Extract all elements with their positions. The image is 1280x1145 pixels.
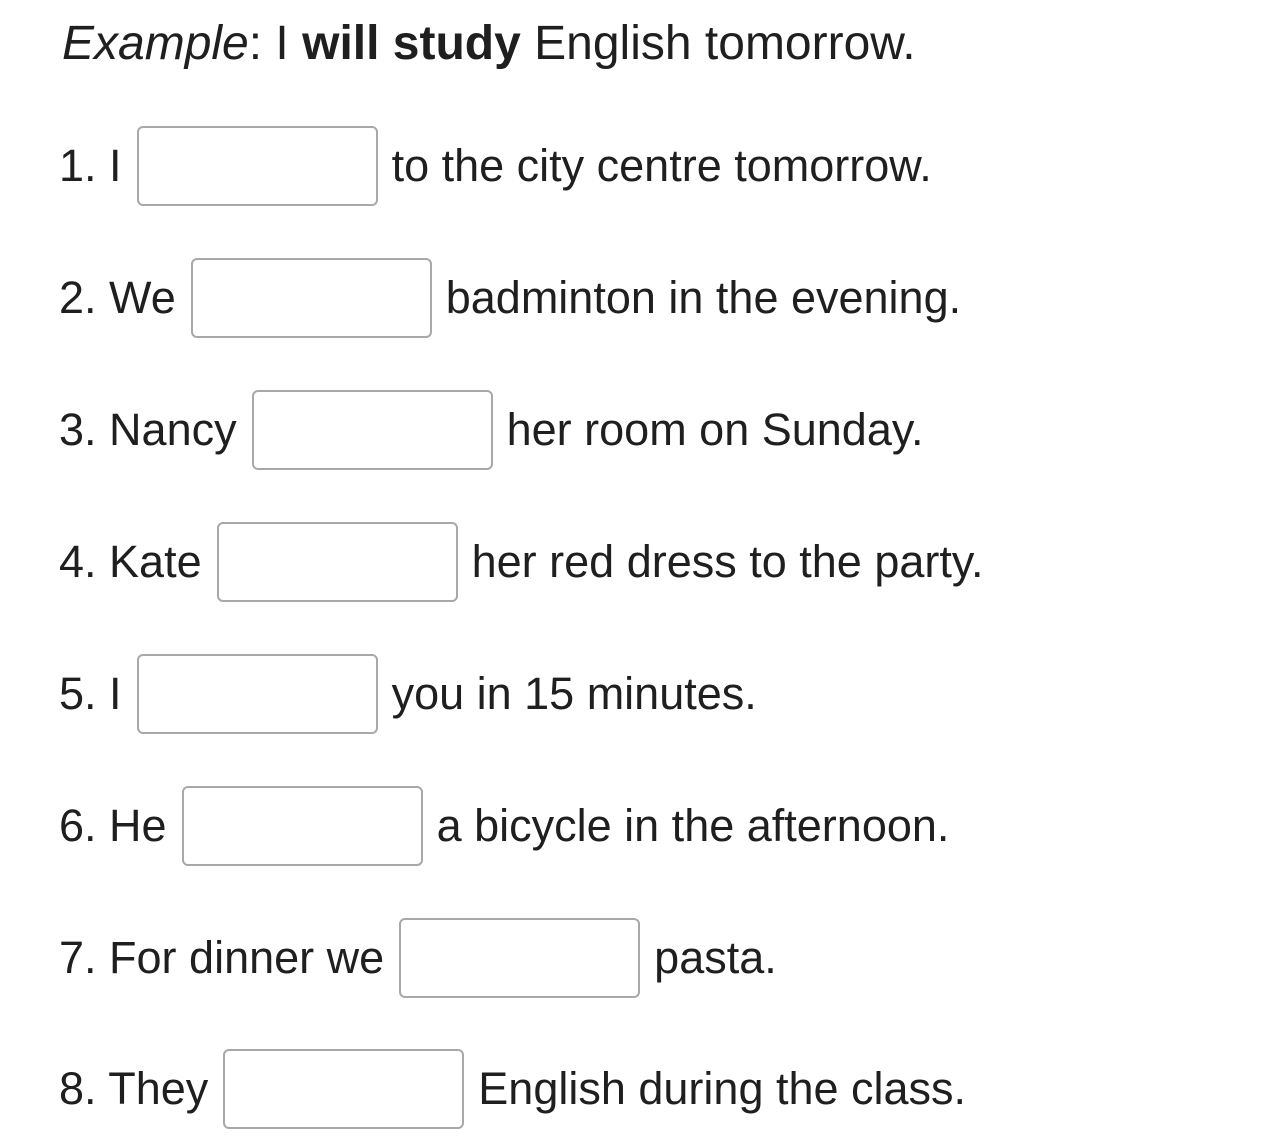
item-rest: badminton in the evening.: [445, 272, 962, 323]
answer-input-5[interactable]: [137, 654, 378, 734]
item-rest: her red dress to the party.: [471, 536, 984, 587]
item-rest: you in 15 minutes.: [391, 668, 757, 719]
item-subject: We: [109, 272, 176, 323]
answer-input-4[interactable]: [217, 522, 458, 602]
item-rest: to the city centre tomorrow.: [391, 140, 932, 191]
example-sentence: [62, 12, 916, 76]
item-number: 7.: [59, 932, 97, 983]
example-label: Example: [62, 17, 249, 70]
item-subject: Nancy: [109, 404, 237, 455]
answer-input-1[interactable]: [137, 126, 378, 206]
exercise-item-4: [59, 521, 984, 603]
answer-input-7[interactable]: [399, 918, 640, 998]
item-rest: her room on Sunday.: [506, 404, 924, 455]
item-subject: They: [108, 1063, 209, 1114]
answer-input-6[interactable]: [182, 786, 423, 866]
item-prefix: [59, 272, 176, 324]
item-subject: Kate: [109, 536, 202, 587]
item-prefix: [59, 404, 237, 456]
item-prefix: [59, 140, 122, 192]
item-rest: pasta.: [654, 932, 777, 983]
example-verb: will study: [302, 17, 521, 70]
item-number: 3.: [59, 404, 97, 455]
item-prefix: [59, 536, 202, 588]
item-number: 4.: [59, 536, 97, 587]
exercise-item-7: [59, 917, 777, 999]
item-rest: a bicycle in the afternoon.: [436, 800, 950, 851]
item-rest: English during the class.: [478, 1063, 967, 1114]
item-number: 6.: [59, 800, 97, 851]
example-rest: English tomorrow.: [520, 17, 916, 70]
exercise-item-1: [59, 125, 932, 207]
answer-input-3[interactable]: [252, 390, 493, 470]
exercise-item-8: [59, 1048, 966, 1130]
item-number: 2.: [59, 272, 97, 323]
exercise-item-6: [59, 785, 949, 867]
exercise-item-3: [59, 389, 924, 471]
item-prefix: [59, 800, 167, 852]
answer-input-8[interactable]: [223, 1049, 464, 1129]
item-subject: I: [109, 140, 122, 191]
exercise-item-2: [59, 257, 961, 339]
item-prefix: [59, 1063, 208, 1115]
exercise-item-5: [59, 653, 757, 735]
item-number: 5.: [59, 668, 97, 719]
item-prefix: [59, 932, 384, 984]
example-subject: I: [262, 17, 303, 70]
item-number: 8.: [59, 1063, 97, 1114]
answer-input-2[interactable]: [191, 258, 432, 338]
example-colon: :: [248, 17, 263, 70]
item-prefix: [59, 668, 122, 720]
item-subject: He: [109, 800, 167, 851]
item-subject: I: [109, 668, 122, 719]
item-number: 1.: [59, 140, 97, 191]
item-subject: For dinner we: [109, 932, 385, 983]
